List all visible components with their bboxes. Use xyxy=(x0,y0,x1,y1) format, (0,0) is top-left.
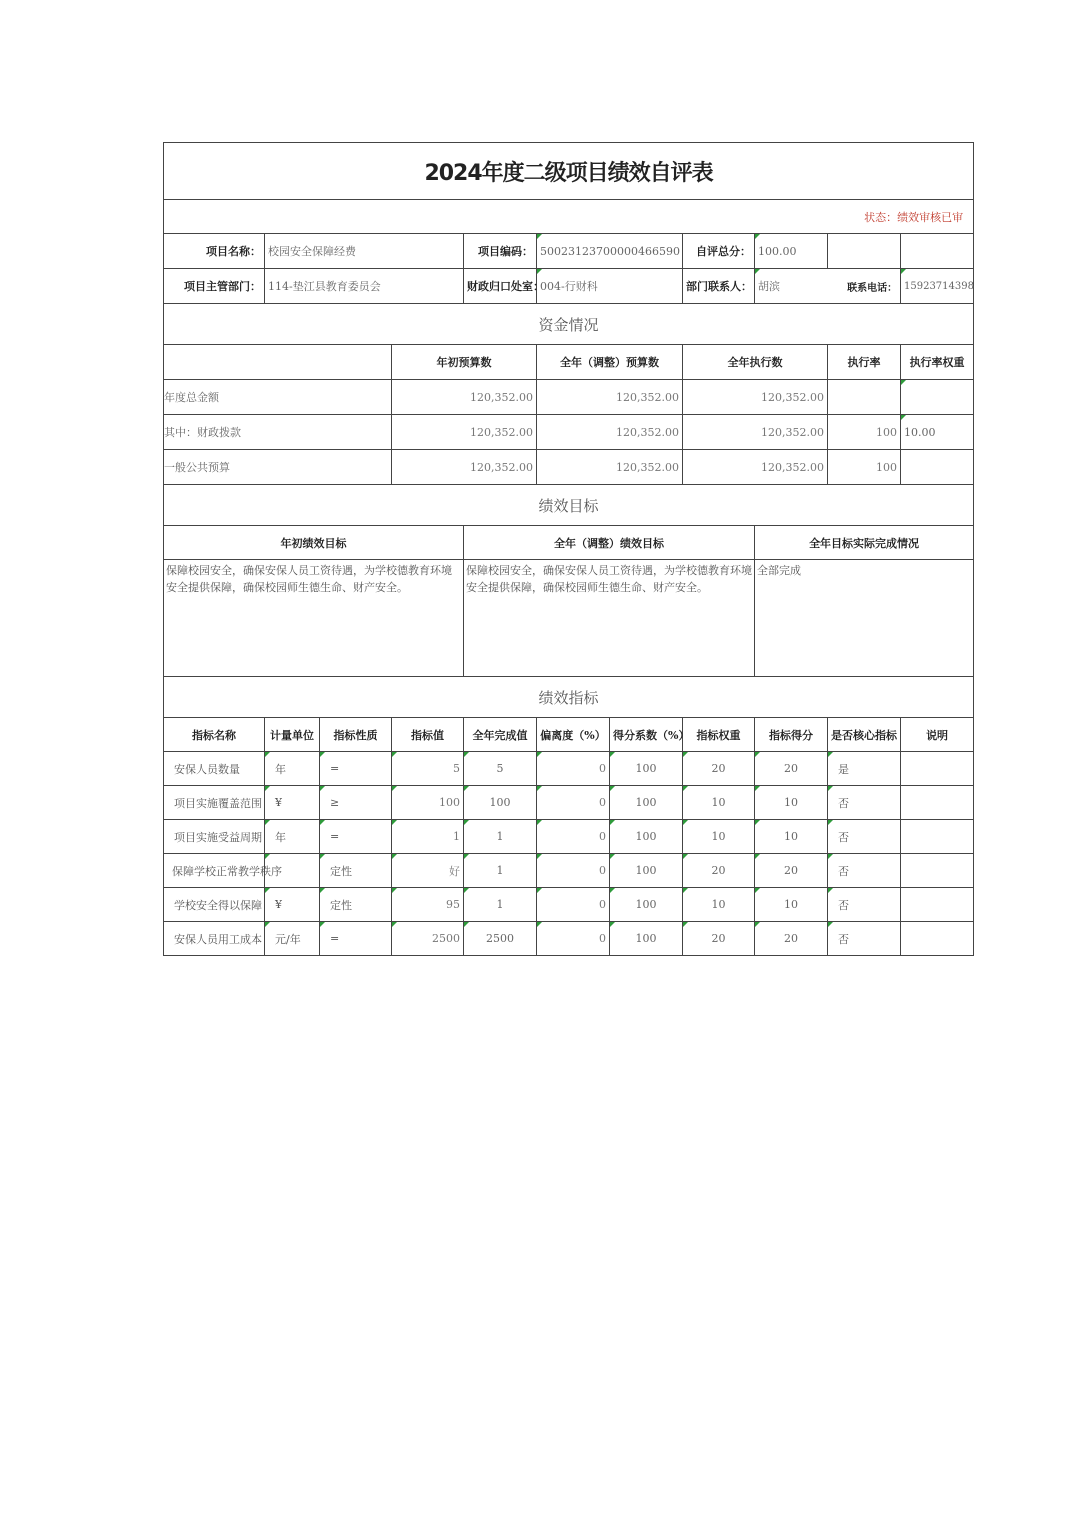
funds-weight xyxy=(901,380,974,415)
ind-dev: 0 xyxy=(537,820,610,854)
ind-name: 项目实施受益周期 xyxy=(164,820,265,854)
funds-executed: 120,352.00 xyxy=(683,380,828,415)
funds-adjusted: 120,352.00 xyxy=(537,450,683,485)
ind-dev: 0 xyxy=(537,786,610,820)
ind-unit: ¥ xyxy=(265,888,320,922)
ind-nature: = xyxy=(320,820,392,854)
ind-score: 10 xyxy=(755,820,828,854)
contact-label: 部门联系人： xyxy=(683,269,755,304)
dept-value: 114-垫江县教育委员会 xyxy=(265,269,464,304)
project-name-label: 项目名称： xyxy=(164,234,265,269)
funds-adjusted: 120,352.00 xyxy=(537,415,683,450)
ind-dev: 0 xyxy=(537,854,610,888)
funds-row-fiscal xyxy=(164,415,974,450)
ind-score: 20 xyxy=(755,854,828,888)
ind-done: 1 xyxy=(464,888,537,922)
ind-weight: 10 xyxy=(683,888,755,922)
ind-done: 1 xyxy=(464,820,537,854)
ind-coef: 100 xyxy=(610,922,683,956)
funds-rate xyxy=(828,380,901,415)
info-row-1 xyxy=(164,234,974,269)
goals-content-row xyxy=(164,560,974,677)
ind-unit: ¥ xyxy=(265,786,320,820)
ind-weight: 10 xyxy=(683,820,755,854)
ind-coef: 100 xyxy=(610,820,683,854)
ind-weight: 20 xyxy=(683,752,755,786)
table-row xyxy=(164,752,974,786)
goals-header-adjusted: 全年（调整）绩效目标 xyxy=(464,526,755,560)
funds-weight xyxy=(901,450,974,485)
ind-header-done: 全年完成值 xyxy=(464,718,537,752)
ind-dev: 0 xyxy=(537,922,610,956)
ind-name: 保障学校正常教学秩序 xyxy=(164,854,265,888)
indicators-header-row xyxy=(164,718,974,752)
dept-label: 项目主管部门： xyxy=(164,269,265,304)
ind-unit xyxy=(265,854,320,888)
ind-coef: 100 xyxy=(610,854,683,888)
ind-unit: 年 xyxy=(265,752,320,786)
funds-row-public xyxy=(164,450,974,485)
ind-score: 10 xyxy=(755,786,828,820)
finance-value: 004-行财科 xyxy=(537,269,683,304)
self-score-value: 100.00 xyxy=(755,234,828,269)
empty-cell xyxy=(901,234,974,269)
ind-coef: 100 xyxy=(610,786,683,820)
ind-value: 2500 xyxy=(392,922,464,956)
funds-header-initial: 年初预算数 xyxy=(392,345,537,380)
goals-section-title: 绩效目标 xyxy=(164,485,974,526)
ind-value: 好 xyxy=(392,854,464,888)
evaluation-table xyxy=(163,142,974,956)
goals-header-initial: 年初绩效目标 xyxy=(164,526,464,560)
ind-core: 否 xyxy=(828,820,901,854)
ind-header-unit: 计量单位 xyxy=(265,718,320,752)
table-row xyxy=(164,888,974,922)
ind-weight: 20 xyxy=(683,854,755,888)
funds-row-total xyxy=(164,380,974,415)
ind-weight: 10 xyxy=(683,786,755,820)
ind-done: 5 xyxy=(464,752,537,786)
goals-header-actual: 全年目标实际完成情况 xyxy=(755,526,974,560)
ind-nature: = xyxy=(320,752,392,786)
ind-header-core: 是否核心指标 xyxy=(828,718,901,752)
status-badge: 状态：绩效审核已审 xyxy=(164,200,974,234)
funds-header-rate: 执行率 xyxy=(828,345,901,380)
evaluation-sheet xyxy=(163,142,973,956)
ind-note xyxy=(901,922,974,956)
ind-done: 100 xyxy=(464,786,537,820)
ind-name: 安保人员数量 xyxy=(164,752,265,786)
ind-core: 否 xyxy=(828,854,901,888)
ind-coef: 100 xyxy=(610,752,683,786)
ind-header-weight: 指标权重 xyxy=(683,718,755,752)
project-code-label: 项目编码： xyxy=(464,234,537,269)
funds-adjusted: 120,352.00 xyxy=(537,380,683,415)
page-title: 2024年度二级项目绩效自评表 xyxy=(164,143,974,200)
ind-note xyxy=(901,888,974,922)
ind-name: 安保人员用工成本 xyxy=(164,922,265,956)
ind-header-note: 说明 xyxy=(901,718,974,752)
ind-core: 否 xyxy=(828,922,901,956)
ind-header-name: 指标名称 xyxy=(164,718,265,752)
ind-score: 20 xyxy=(755,922,828,956)
ind-name: 项目实施覆盖范围 xyxy=(164,786,265,820)
phone-value xyxy=(847,269,974,304)
ind-note xyxy=(901,854,974,888)
ind-done: 2500 xyxy=(464,922,537,956)
info-row-2 xyxy=(164,269,974,304)
funds-header-weight: 执行率权重 xyxy=(901,345,974,380)
ind-done: 1 xyxy=(464,854,537,888)
table-row xyxy=(164,922,974,956)
funds-weight: 10.00 xyxy=(901,415,974,450)
funds-initial: 120,352.00 xyxy=(392,380,537,415)
ind-value: 1 xyxy=(392,820,464,854)
ind-nature: ≥ xyxy=(320,786,392,820)
funds-executed: 120,352.00 xyxy=(683,415,828,450)
finance-label: 财政归口处室： xyxy=(464,269,537,304)
goal-initial-text: 保障校园安全，确保安保人员工资待遇，为学校德教育环境安全提供保障，确保校园师生德生命、财产安全。 xyxy=(164,560,464,677)
goal-adjusted-text: 保障校园安全，确保安保人员工资待遇，为学校德教育环境安全提供保障，确保校园师生德生命、财产安全。 xyxy=(464,560,755,677)
ind-unit: 年 xyxy=(265,820,320,854)
ind-note xyxy=(901,820,974,854)
indicators-section-title: 绩效指标 xyxy=(164,677,974,718)
self-score-label: 自评总分： xyxy=(683,234,755,269)
ind-header-coef: 得分系数（%） xyxy=(610,718,683,752)
ind-unit: 元/年 xyxy=(265,922,320,956)
funds-header-executed: 全年执行数 xyxy=(683,345,828,380)
table-row xyxy=(164,854,974,888)
goals-header-row xyxy=(164,526,974,560)
phone-number: 15923714398 xyxy=(904,280,974,292)
table-row xyxy=(164,786,974,820)
funds-rate: 100 xyxy=(828,450,901,485)
project-name-value: 校园安全保障经费 xyxy=(265,234,464,269)
funds-section-title: 资金情况 xyxy=(164,304,974,345)
ind-header-score: 指标得分 xyxy=(755,718,828,752)
empty-cell xyxy=(828,234,901,269)
project-code-value: 50023123700000466590 xyxy=(537,234,683,269)
phone-label: 联系电话： xyxy=(847,283,898,294)
ind-dev: 0 xyxy=(537,752,610,786)
ind-header-nature: 指标性质 xyxy=(320,718,392,752)
funds-rate: 100 xyxy=(828,415,901,450)
ind-header-value: 指标值 xyxy=(392,718,464,752)
funds-row-label: 一般公共预算 xyxy=(164,450,392,485)
ind-value: 5 xyxy=(392,752,464,786)
funds-initial: 120,352.00 xyxy=(392,415,537,450)
funds-row-label: 其中：财政拨款 xyxy=(164,415,392,450)
funds-row-label: 年度总金额 xyxy=(164,380,392,415)
ind-name: 学校安全得以保障 xyxy=(164,888,265,922)
ind-note xyxy=(901,786,974,820)
ind-nature: 定性 xyxy=(320,854,392,888)
table-row xyxy=(164,820,974,854)
ind-dev: 0 xyxy=(537,888,610,922)
ind-header-dev: 偏离度（%） xyxy=(537,718,610,752)
ind-nature: = xyxy=(320,922,392,956)
contact-value: 胡滨 xyxy=(755,269,901,304)
funds-executed: 120,352.00 xyxy=(683,450,828,485)
ind-coef: 100 xyxy=(610,888,683,922)
funds-initial: 120,352.00 xyxy=(392,450,537,485)
ind-weight: 20 xyxy=(683,922,755,956)
ind-note xyxy=(901,752,974,786)
funds-header-adjusted: 全年（调整）预算数 xyxy=(537,345,683,380)
ind-nature: 定性 xyxy=(320,888,392,922)
ind-score: 20 xyxy=(755,752,828,786)
ind-core: 否 xyxy=(828,786,901,820)
ind-value: 100 xyxy=(392,786,464,820)
empty-cell xyxy=(164,345,392,380)
funds-header-row xyxy=(164,345,974,380)
ind-core: 否 xyxy=(828,888,901,922)
goal-actual-text: 全部完成 xyxy=(755,560,974,677)
ind-value: 95 xyxy=(392,888,464,922)
ind-score: 10 xyxy=(755,888,828,922)
ind-core: 是 xyxy=(828,752,901,786)
